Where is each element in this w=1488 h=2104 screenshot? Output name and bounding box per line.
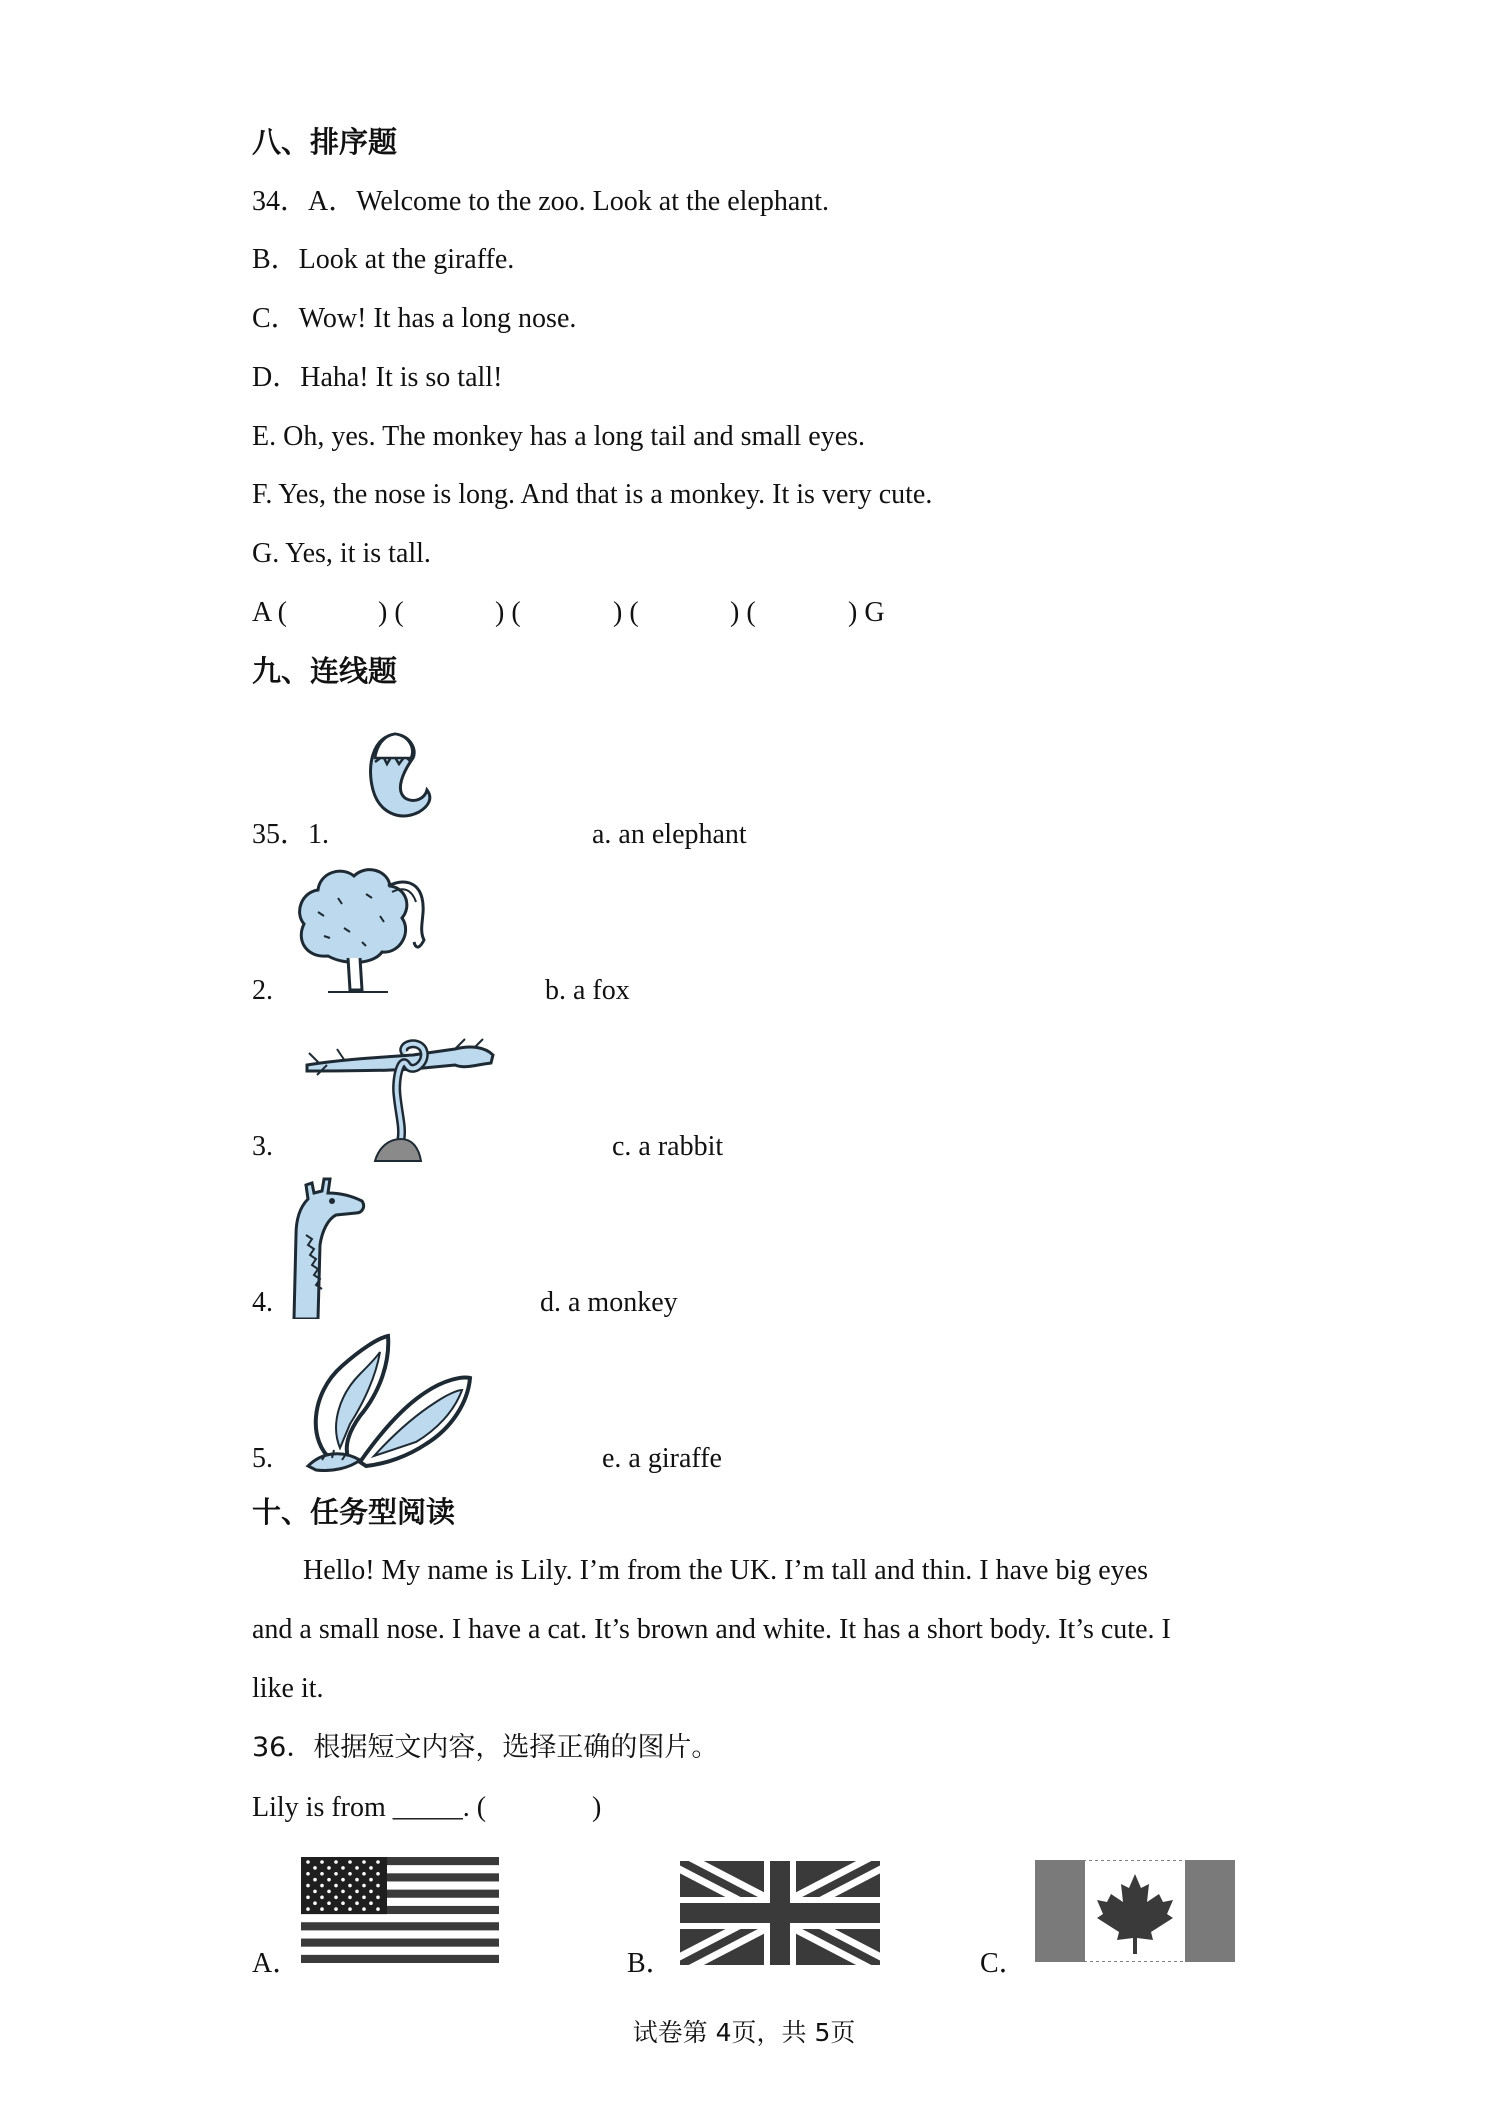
flag-star: [334, 1872, 338, 1876]
flag-canton: [301, 1857, 387, 1914]
passage-line-3: like it.: [252, 1673, 324, 1704]
flag-star: [362, 1896, 366, 1900]
flag-star: [320, 1860, 324, 1864]
flag-star: [341, 1878, 345, 1882]
canada-flag-icon[interactable]: [1035, 1860, 1235, 1962]
order-end[interactable]: ) G: [848, 597, 885, 628]
match-word-a[interactable]: a. an elephant: [592, 819, 747, 850]
section8-heading: 八、排序题: [252, 125, 398, 159]
flag-star: [348, 1872, 352, 1876]
flag-star: [362, 1907, 366, 1911]
order-blank-2[interactable]: ) (: [495, 597, 521, 628]
q36-answer-paren[interactable]: ): [592, 1792, 602, 1823]
order-blank-4[interactable]: ) (: [730, 597, 756, 628]
elephant-trunk-tree-icon: [288, 858, 438, 1000]
flag-star: [376, 1872, 380, 1876]
flag-star: [355, 1890, 359, 1894]
flag-star: [313, 1901, 317, 1905]
fox-tail-icon: [355, 728, 435, 828]
passage-line-2: and a small nose. I have a cat. It’s brown and white. It has a short body. It’s cute. I: [252, 1614, 1171, 1645]
flag-star: [327, 1866, 331, 1870]
q34-item-a: [252, 184, 829, 220]
q34-option-text: A．Welcome to the zoo. Look at the elephant.: [308, 186, 830, 217]
option-a-label[interactable]: A．: [252, 1948, 301, 1979]
flag-star: [313, 1890, 317, 1894]
rabbit-ears-icon: [302, 1332, 474, 1472]
flag-star: [369, 1866, 373, 1870]
section10-heading: 十、任务型阅读: [252, 1495, 456, 1529]
match-word-b[interactable]: b. a fox: [545, 975, 630, 1006]
flag-star: [362, 1884, 366, 1888]
passage-line-1: Hello! My name is Lily. I’m from the UK. I’m tall and thin. I have big eyes: [303, 1555, 1148, 1586]
flag-star: [376, 1896, 380, 1900]
flag-star: [313, 1866, 317, 1870]
flag-stripe: [301, 1922, 499, 1930]
q34-item-d: D．Haha! It is so tall!: [252, 362, 503, 393]
flag-star: [327, 1890, 331, 1894]
flag-star: [306, 1896, 310, 1900]
match-num-3: 3.: [252, 1131, 273, 1162]
flag-star: [334, 1907, 338, 1911]
flag-star: [341, 1901, 345, 1905]
flag-star: [306, 1860, 310, 1864]
order-blank-1[interactable]: ) (: [378, 597, 404, 628]
match-num-2: 2.: [252, 975, 273, 1006]
flag-stripe: [301, 1930, 499, 1938]
uk-flag-icon[interactable]: [680, 1861, 880, 1965]
page-footer: 试卷第 4页，共 5页: [632, 2018, 856, 2047]
flag-star: [376, 1860, 380, 1864]
flag-star: [348, 1896, 352, 1900]
order-blank-3[interactable]: ) (: [613, 597, 639, 628]
flag-star: [369, 1878, 373, 1882]
flag-star: [369, 1901, 373, 1905]
flag-star: [313, 1878, 317, 1882]
flag-star: [320, 1872, 324, 1876]
q36-prompt: 36．根据短文内容，选择正确的图片。: [252, 1732, 719, 1763]
flag-star: [306, 1872, 310, 1876]
flag-star: [306, 1907, 310, 1911]
option-c-label[interactable]: C．: [980, 1948, 1027, 1979]
flag-star: [341, 1890, 345, 1894]
flag-star: [355, 1901, 359, 1905]
flag-star: [320, 1896, 324, 1900]
flag-star: [320, 1907, 324, 1911]
match-word-e[interactable]: e. a giraffe: [602, 1443, 722, 1474]
q34-item-g: G. Yes, it is tall.: [252, 538, 431, 569]
flag-star: [355, 1866, 359, 1870]
monkey-tail-branch-icon: [305, 1035, 495, 1163]
flag-star: [376, 1884, 380, 1888]
flag-star: [334, 1896, 338, 1900]
flag-star: [327, 1901, 331, 1905]
flag-star: [355, 1878, 359, 1882]
q34-item-b: B．Look at the giraffe.: [252, 244, 515, 275]
section9-heading: 九、连线题: [252, 654, 398, 688]
flag-star: [348, 1860, 352, 1864]
flag-star: [348, 1907, 352, 1911]
match-num-1: 35．1.: [252, 819, 330, 850]
match-word-d[interactable]: d. a monkey: [540, 1287, 678, 1318]
q34-item-c: C．Wow! It has a long nose.: [252, 303, 577, 334]
q34-item-f: F. Yes, the nose is long. And that is a monkey. It is very cute.: [252, 479, 933, 510]
flag-star: [306, 1884, 310, 1888]
flag-stripe: [301, 1955, 499, 1963]
q34-item-e: E. Oh, yes. The monkey has a long tail and small eyes.: [252, 421, 866, 452]
flag-star: [320, 1884, 324, 1888]
giraffe-neck-icon: [288, 1175, 368, 1319]
flag-stripe: [301, 1939, 499, 1947]
q36-question: Lily is from _____. (: [252, 1792, 487, 1823]
order-start: A (: [252, 597, 287, 628]
match-num-5: 5.: [252, 1443, 273, 1474]
match-word-c[interactable]: c. a rabbit: [612, 1131, 724, 1162]
match-num-4: 4.: [252, 1287, 273, 1318]
flag-stripe: [301, 1947, 499, 1955]
q34-number: 34．: [252, 186, 309, 217]
flag-star: [348, 1884, 352, 1888]
usa-flag-icon[interactable]: [301, 1857, 499, 1963]
flag-star: [376, 1907, 380, 1911]
flag-star: [369, 1890, 373, 1894]
flag-star: [362, 1872, 366, 1876]
flag-star: [334, 1884, 338, 1888]
flag-star: [334, 1860, 338, 1864]
flag-star: [362, 1860, 366, 1864]
flag-star: [341, 1866, 345, 1870]
flag-star: [327, 1878, 331, 1882]
option-b-label[interactable]: B．: [627, 1948, 674, 1979]
flag-stripe: [301, 1914, 499, 1922]
